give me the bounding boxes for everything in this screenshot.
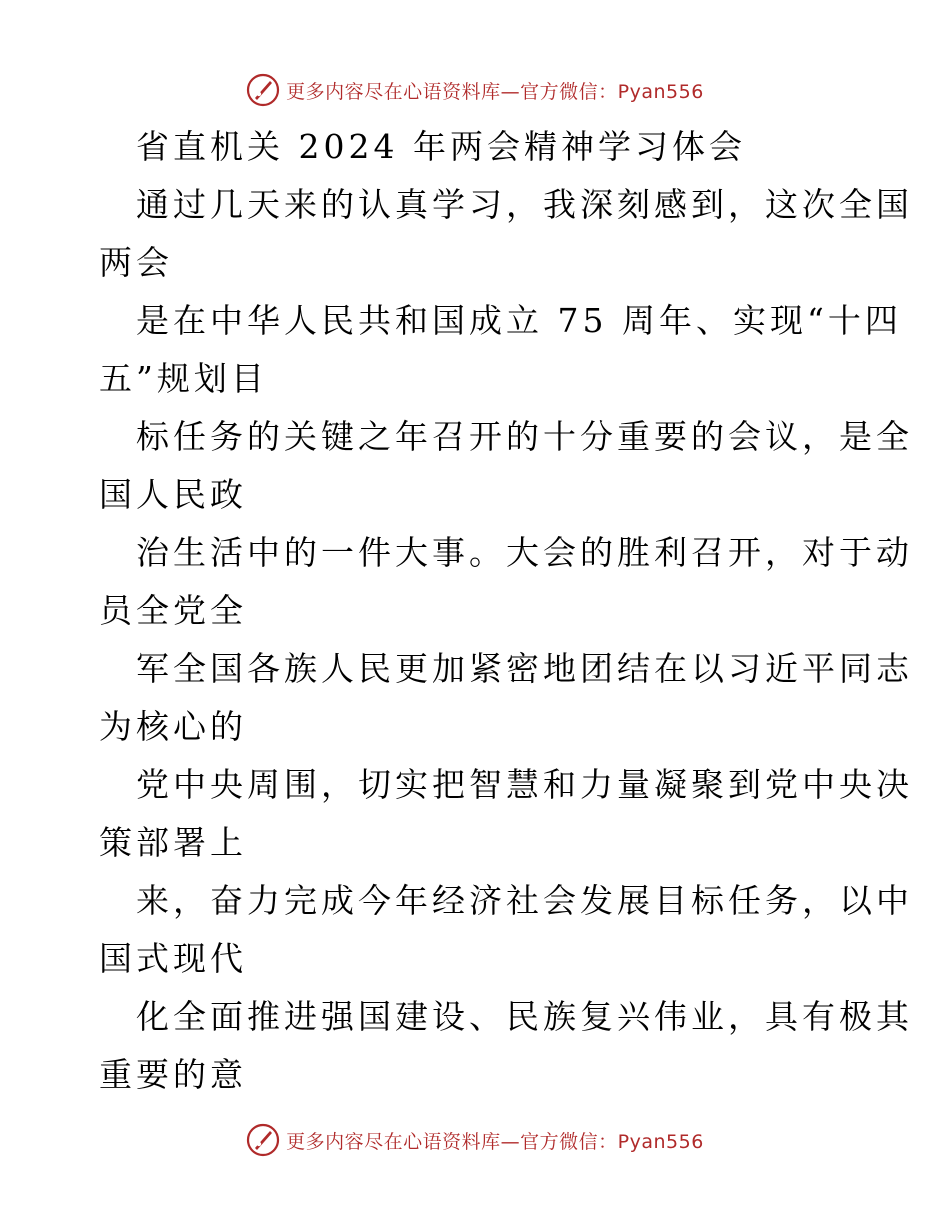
quill-logo-icon	[246, 73, 280, 107]
text-line: 策部署上	[99, 823, 247, 862]
text-line: 党中央周围，切实把智慧和力量凝聚到党中央决	[136, 765, 913, 804]
document-lines	[99, 176, 913, 1104]
text-line: 来，奋力完成今年经济社会发展目标任务，以中	[136, 881, 913, 920]
text-line: 是在中华人民共和国成立 75 周年、实现“十四	[136, 301, 902, 340]
text-line: 国人民政	[99, 475, 247, 514]
text-line: 通过几天来的认真学习，我深刻感到，这次全国	[136, 185, 913, 224]
text-line: 员全党全	[99, 591, 247, 630]
text-line: 重要的意	[99, 1055, 247, 1094]
text-line: 化全面推进强国建设、民族复兴伟业，具有极其	[136, 997, 913, 1036]
document-title: 省直机关 2024 年两会精神学习体会	[136, 127, 746, 166]
quill-logo-icon	[246, 1123, 280, 1157]
text-line: 两会	[99, 243, 173, 282]
footer-watermark	[0, 1120, 950, 1160]
watermark-text: 更多内容尽在心语资料库—官方微信：Pyan556	[286, 1130, 704, 1153]
text-line: 标任务的关键之年召开的十分重要的会议，是全	[136, 417, 913, 456]
text-line: 五”规划目	[99, 359, 268, 398]
text-line: 为核心的	[99, 707, 247, 746]
watermark-text: 更多内容尽在心语资料库—官方微信：Pyan556	[286, 80, 704, 103]
document-body	[99, 118, 913, 1104]
text-line: 国式现代	[99, 939, 247, 978]
text-line: 军全国各族人民更加紧密地团结在以习近平同志	[136, 649, 913, 688]
text-line: 治生活中的一件大事。大会的胜利召开，对于动	[136, 533, 913, 572]
header-watermark	[0, 70, 950, 110]
